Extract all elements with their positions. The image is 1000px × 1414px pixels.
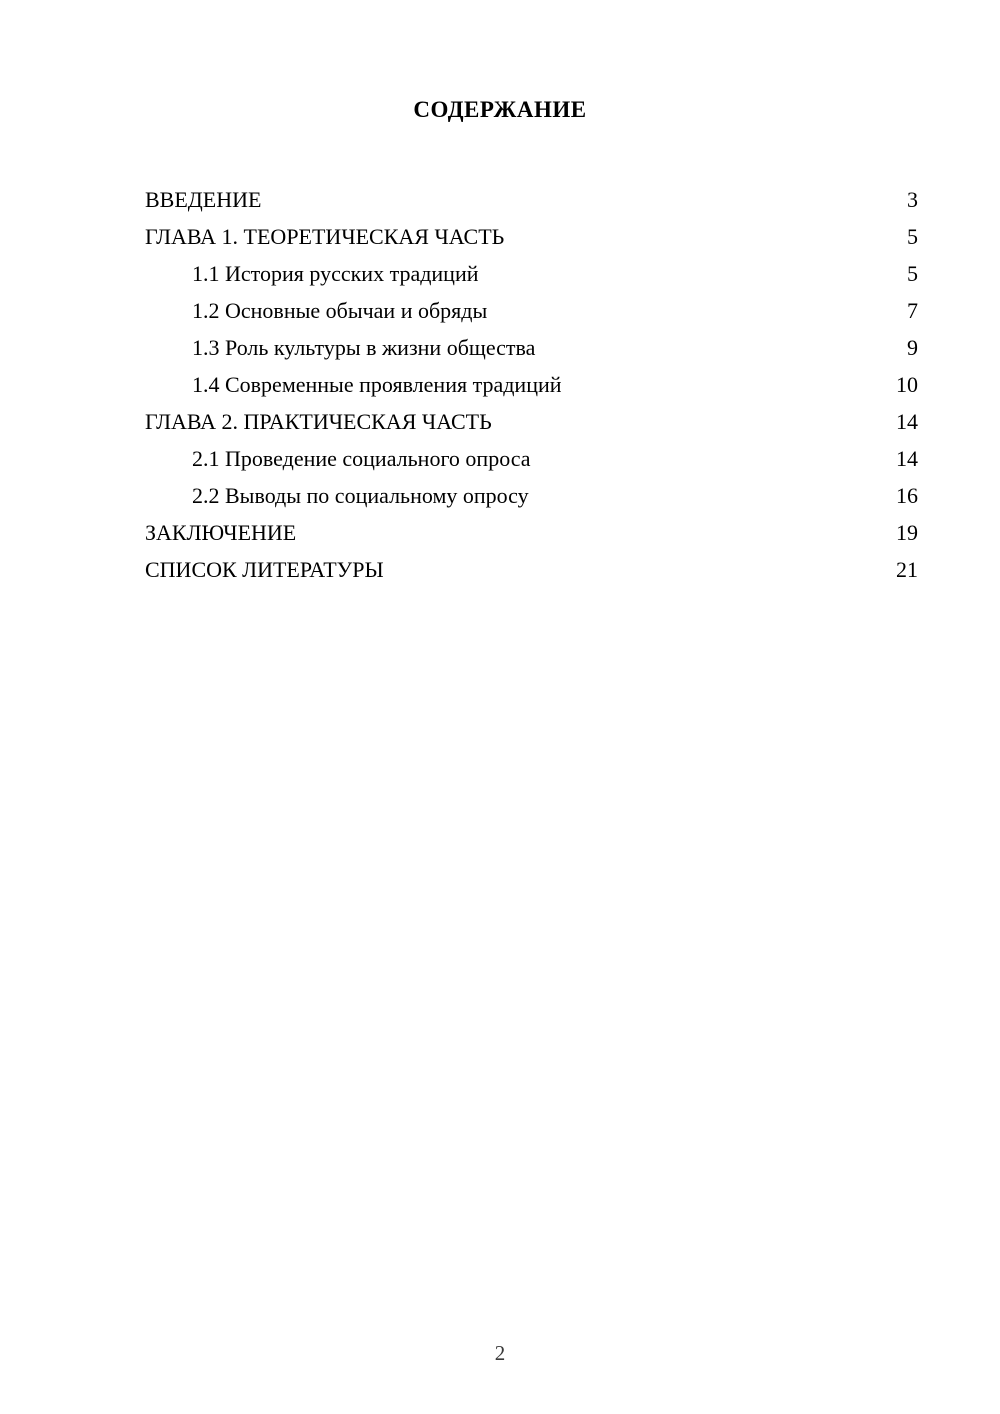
- toc-entry-page: 9: [907, 335, 918, 360]
- toc-entry-2-2: [145, 477, 918, 514]
- toc-entry-vvedenie: [145, 181, 918, 218]
- toc-entry-label: 2.1 Проведение социального опроса: [192, 446, 531, 471]
- toc-entry-zaklyuchenie: [145, 514, 918, 551]
- toc-entry-label: ЗАКЛЮЧЕНИЕ: [145, 520, 297, 545]
- toc-entry-page: 16: [896, 483, 918, 508]
- toc-entry-page: 14: [896, 409, 918, 434]
- page-number: 2: [494, 1341, 506, 1365]
- toc-entry-label: 2.2 Выводы по социальному опросу: [192, 483, 529, 508]
- toc-entry-1-1: [145, 255, 918, 292]
- toc-entry-label: 1.1 История русских традиций: [192, 261, 479, 286]
- toc-entry-2-1: [145, 440, 918, 477]
- toc-entry-page: 5: [907, 224, 918, 249]
- toc-entry-page: 21: [896, 557, 918, 582]
- toc-entry-page: 5: [907, 261, 918, 286]
- table-of-contents: [145, 181, 918, 588]
- toc-entry-label: 1.4 Современные проявления традиций: [192, 372, 562, 397]
- toc-entry-1-3: [145, 329, 918, 366]
- toc-entry-page: 7: [907, 298, 918, 323]
- toc-entry-1-4: [145, 366, 918, 403]
- toc-entry-label: СПИСОК ЛИТЕРАТУРЫ: [145, 557, 384, 582]
- toc-entry-label: ГЛАВА 1. ТЕОРЕТИЧЕСКАЯ ЧАСТЬ: [145, 224, 505, 249]
- toc-entry-page: 10: [896, 372, 918, 397]
- page-title: СОДЕРЖАНИЕ: [413, 97, 587, 122]
- toc-entry-page: 19: [896, 520, 918, 545]
- toc-entry-page: 14: [896, 446, 918, 471]
- toc-entry-page: 3: [907, 187, 918, 212]
- toc-entry-1-2: [145, 292, 918, 329]
- toc-entry-glava-1: [145, 218, 918, 255]
- toc-entry-label: 1.3 Роль культуры в жизни общества: [192, 335, 536, 360]
- toc-entry-label: ГЛАВА 2. ПРАКТИЧЕСКАЯ ЧАСТЬ: [145, 409, 492, 434]
- toc-entry-glava-2: [145, 403, 918, 440]
- toc-entry-label: ВВЕДЕНИЕ: [145, 187, 262, 212]
- toc-entry-label: 1.2 Основные обычаи и обряды: [192, 298, 488, 323]
- toc-entry-spisok-literatury: [145, 551, 918, 588]
